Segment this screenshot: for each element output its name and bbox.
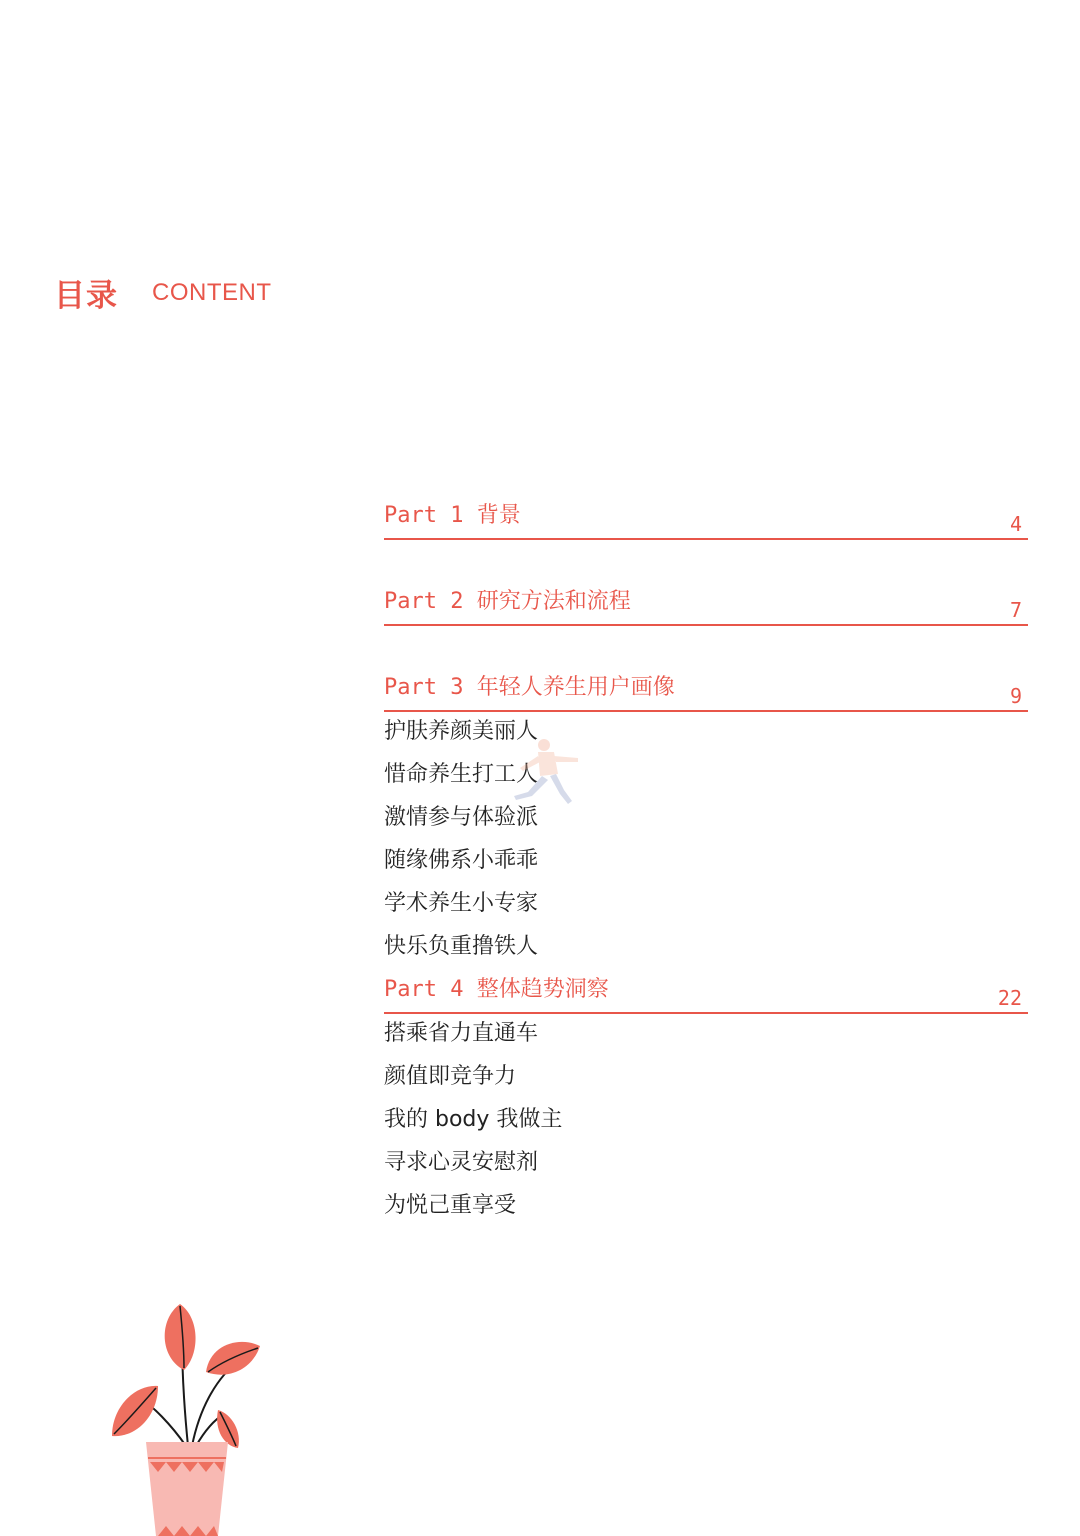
toc-item[interactable]: 激情参与体验派 [384, 805, 539, 830]
toc-part-1-name: 背景 [476, 503, 521, 528]
toc-part-1-page: 4 [1009, 512, 1022, 536]
toc-part-1-title [384, 498, 521, 529]
toc-part-4-name: 整体趋势洞察 [476, 977, 609, 1002]
toc-part-3-name: 年轻人养生用户画像 [476, 675, 675, 700]
toc-part-3-prefix: Part 3 [384, 675, 464, 700]
toc-item[interactable]: 随缘佛系小乖乖 [384, 848, 539, 873]
toc-item[interactable]: 学术养生小专家 [384, 891, 539, 916]
toc-part-1[interactable] [384, 498, 1028, 540]
toc-part-2-name: 研究方法和流程 [476, 589, 631, 614]
toc-item[interactable]: 快乐负重撸铁人 [384, 934, 539, 959]
potted-plant-icon [100, 1296, 270, 1536]
toc-part-4-title [384, 972, 609, 1003]
toc-part-3-page: 9 [1009, 684, 1022, 708]
toc-heading-zh: 目录 [54, 278, 118, 314]
running-person-icon [498, 738, 584, 808]
toc-part-2[interactable] [384, 584, 1028, 626]
toc-part-4-prefix: Part 4 [384, 977, 464, 1002]
toc-item[interactable]: 惜命养生打工人 [384, 762, 539, 787]
toc-part-4[interactable] [384, 972, 1028, 1014]
toc-part-2-title [384, 584, 631, 615]
toc-item[interactable]: 寻求心灵安慰剂 [384, 1150, 539, 1175]
toc-item[interactable]: 为悦己重享受 [384, 1193, 517, 1218]
toc-part-3[interactable] [384, 670, 1028, 712]
toc-part-2-page: 7 [1009, 598, 1022, 622]
toc-part-3-title [384, 670, 675, 701]
toc-heading [54, 270, 272, 315]
toc-item[interactable]: 护肤养颜美丽人 [384, 719, 539, 744]
toc-item[interactable]: 颜值即竞争力 [384, 1064, 517, 1089]
toc-part-2-prefix: Part 2 [384, 589, 464, 614]
toc-part-1-prefix: Part 1 [384, 503, 464, 528]
toc-part-4-page: 22 [997, 986, 1022, 1010]
toc-item[interactable]: 搭乘省力直通车 [384, 1021, 539, 1046]
toc-item[interactable]: 我的 body 我做主 [384, 1107, 563, 1132]
toc-heading-en: CONTENT [152, 278, 272, 306]
